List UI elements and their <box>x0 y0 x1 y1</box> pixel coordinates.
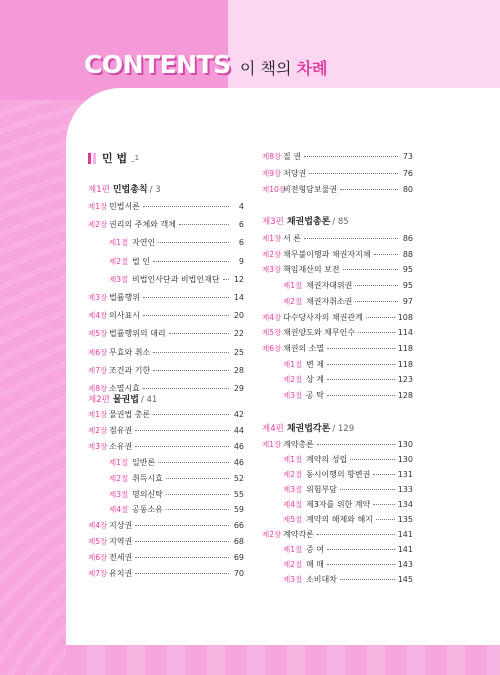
section-number: 제2절 <box>283 560 303 569</box>
toc-chapter-entry[interactable] <box>88 310 244 321</box>
toc-chapter-entry[interactable] <box>88 365 244 376</box>
toc-section-entry[interactable] <box>283 374 413 385</box>
entry-title: 취득시효 <box>132 473 163 483</box>
dot-leader <box>327 549 395 550</box>
dot-leader <box>153 261 229 262</box>
chapter-number: 제8장 <box>262 152 282 161</box>
entry-title: 물권법 총론 <box>109 410 151 419</box>
section-number: 제1절 <box>109 238 129 248</box>
toc-chapter-entry[interactable] <box>88 441 244 452</box>
section-number: 제3절 <box>283 391 303 400</box>
section-number: 제3절 <box>109 489 129 499</box>
dot-leader <box>327 364 395 365</box>
page-number: 55 <box>233 489 244 499</box>
section-number: 제5절 <box>283 515 303 524</box>
chapter-number: 제2장 <box>262 530 282 539</box>
dot-leader <box>327 395 395 396</box>
chapter-number: 제10장 <box>262 185 287 194</box>
toc-section-entry[interactable] <box>283 296 413 307</box>
dot-leader <box>373 504 394 505</box>
toc-section-entry[interactable] <box>283 390 413 401</box>
dot-leader <box>340 579 395 580</box>
dot-leader <box>327 564 395 565</box>
page-number: 6 <box>238 220 244 230</box>
page-number: 29 <box>233 384 244 393</box>
page-number: 130 <box>397 455 413 464</box>
toc-chapter-entry[interactable] <box>88 409 244 420</box>
dot-leader <box>373 474 394 475</box>
page-number: 44 <box>233 425 244 435</box>
chapter-number: 제6장 <box>88 553 108 563</box>
dot-leader <box>135 573 229 574</box>
entry-title: 지상권 <box>109 521 133 531</box>
toc-chapter-entry[interactable] <box>88 425 244 436</box>
toc-section-entry[interactable] <box>109 473 244 484</box>
entry-title: 증 여 <box>306 545 324 554</box>
page-number: 9 <box>238 256 244 266</box>
chapter-number: 제4장 <box>88 521 108 531</box>
section-number: 제2절 <box>283 296 303 306</box>
entry-title: 동시이행의 항변권 <box>306 470 371 479</box>
subtitle-prefix: 이 책의 <box>240 59 292 78</box>
entry-title: 소멸시효 <box>109 384 140 393</box>
section-number: 제3절 <box>283 575 303 584</box>
dot-leader <box>309 173 398 174</box>
section-number: 제1절 <box>109 457 129 467</box>
entry-title: 매 매 <box>306 560 324 569</box>
toc-chapter-entry[interactable] <box>262 312 413 323</box>
dot-leader <box>135 541 229 542</box>
page-number: 46 <box>233 441 244 451</box>
chapter-number: 제8장 <box>88 384 108 393</box>
dot-leader <box>143 206 229 207</box>
page-number: 145 <box>397 575 413 584</box>
section-number: 제2절 <box>109 473 129 483</box>
entry-title: 법 인 <box>132 256 150 266</box>
page-number: 59 <box>233 505 244 515</box>
entry-title: 전세권 <box>109 553 133 563</box>
dot-leader <box>158 242 229 243</box>
page-number: 42 <box>233 410 244 419</box>
chapter-number: 제4장 <box>88 311 108 321</box>
toc-chapter-entry[interactable] <box>262 233 413 244</box>
part-title: 채권법총론 <box>286 217 331 227</box>
toc-chapter-entry[interactable] <box>262 168 413 179</box>
dot-leader <box>179 224 229 225</box>
part-label: 제1편 <box>88 185 110 195</box>
entry-title: 유치권 <box>109 569 133 578</box>
entry-title: 저당권 <box>283 168 307 178</box>
dot-leader <box>317 444 395 445</box>
section-number: 제1절 <box>283 359 303 369</box>
page-number: 95 <box>402 281 413 291</box>
toc-section-entry[interactable] <box>283 544 413 555</box>
section-number: 제1절 <box>283 545 303 554</box>
section-number: 제1절 <box>283 455 303 464</box>
toc-chapter-entry[interactable] <box>262 439 413 450</box>
entry-title: 점유권 <box>109 425 133 435</box>
subtitle <box>240 56 327 79</box>
dot-leader <box>153 370 229 371</box>
page-number: 123 <box>397 375 413 385</box>
section-page: _1 <box>131 154 140 162</box>
chapter-number: 제9장 <box>262 168 282 178</box>
toc-chapter-entry[interactable] <box>88 520 244 531</box>
part-title: 민법총칙 <box>112 185 148 195</box>
section-number: 제3절 <box>109 274 129 284</box>
toc-chapter-entry[interactable] <box>88 536 244 547</box>
part-heading[interactable] <box>88 182 161 195</box>
page-number: 95 <box>402 265 413 275</box>
toc-section-entry[interactable] <box>109 237 244 248</box>
page-number: 134 <box>397 500 413 509</box>
entry-title: 일반론 <box>132 457 156 467</box>
chapter-number: 제3장 <box>88 441 108 451</box>
toc-chapter-entry[interactable] <box>88 219 244 230</box>
dot-leader <box>327 379 395 380</box>
section-number: 제1절 <box>283 281 303 291</box>
dot-leader <box>304 238 398 239</box>
dot-leader <box>153 352 229 353</box>
page-number: 69 <box>233 553 244 563</box>
page-number: 73 <box>402 152 413 161</box>
toc-chapter-entry[interactable] <box>88 292 244 303</box>
dot-leader <box>143 297 229 298</box>
chapter-number: 제1장 <box>88 202 108 211</box>
toc-chapter-entry[interactable] <box>88 568 244 579</box>
entry-title: 공동소유 <box>132 505 163 515</box>
toc-section-entry[interactable] <box>109 256 244 267</box>
toc-chapter-entry[interactable] <box>262 343 413 354</box>
entry-title: 채무불이행과 채권자지체 <box>283 249 371 259</box>
dot-leader <box>158 462 229 463</box>
toc-section-entry[interactable] <box>283 559 413 570</box>
header-light-block <box>228 0 500 100</box>
dot-leader <box>358 332 395 333</box>
page-number: 12 <box>233 274 244 284</box>
dot-leader <box>153 414 229 415</box>
entry-title: 제3자를 위한 계약 <box>306 500 371 509</box>
entry-title: 계약의 해제와 해지 <box>306 515 373 524</box>
page-number: 80 <box>402 185 413 194</box>
entry-title: 무효와 취소 <box>109 347 151 357</box>
page-number: 66 <box>233 521 244 531</box>
page-number: 131 <box>397 470 413 479</box>
entry-title: 공 탁 <box>306 391 324 400</box>
toc-section-entry[interactable] <box>109 504 244 515</box>
subtitle-accent: 차례 <box>296 59 328 78</box>
dot-leader <box>317 534 395 535</box>
dot-leader <box>304 156 398 157</box>
entry-title: 채권의 소멸 <box>283 343 325 353</box>
entry-title: 지역권 <box>109 537 133 547</box>
dot-leader <box>143 388 229 389</box>
bottom-wave-strip <box>66 645 500 675</box>
part-title: 물권법 <box>112 395 139 405</box>
page-number: 25 <box>233 347 244 357</box>
entry-title: 계약각론 <box>283 530 314 539</box>
section-number: 제4절 <box>283 500 303 509</box>
dot-leader <box>143 315 229 316</box>
entry-title: 명의신탁 <box>132 489 163 499</box>
toc-section-entry[interactable] <box>109 274 244 285</box>
dot-leader <box>166 494 229 495</box>
dot-leader <box>166 478 229 479</box>
toc-chapter-entry[interactable] <box>88 201 244 212</box>
chapter-number: 제1장 <box>88 410 108 419</box>
chapter-number: 제3장 <box>262 265 282 275</box>
part-page: / 129 <box>332 424 355 434</box>
dot-leader <box>340 189 398 190</box>
entry-title: 서 론 <box>283 234 301 243</box>
page-number: 118 <box>397 359 413 369</box>
toc-chapter-entry[interactable] <box>88 347 244 358</box>
chapter-number: 제4장 <box>262 312 282 322</box>
part-page: / 3 <box>149 185 161 195</box>
entry-title: 질 권 <box>283 152 301 161</box>
toc-section-entry[interactable] <box>283 514 413 525</box>
dot-leader <box>366 317 395 318</box>
section-title: 민 법 <box>102 152 128 165</box>
contents-heading: CONTENTS <box>84 50 231 79</box>
entry-title: 비법인사단과 비법인재단 <box>132 274 220 284</box>
dot-leader <box>355 301 398 302</box>
entry-title: 위험부담 <box>306 485 337 494</box>
page-number: 46 <box>233 457 244 467</box>
toc-chapter-entry[interactable] <box>262 249 413 260</box>
page-number: 141 <box>397 530 413 539</box>
entry-title: 조건과 기한 <box>109 365 151 375</box>
toc-chapter-entry[interactable] <box>262 184 413 195</box>
section-number: 제2절 <box>109 256 129 266</box>
page-number: 143 <box>397 560 413 569</box>
dot-leader <box>223 279 229 280</box>
toc-chapter-entry[interactable] <box>262 327 413 338</box>
chapter-number: 제5장 <box>262 328 282 338</box>
page-number: 114 <box>397 328 413 338</box>
dot-leader <box>340 489 395 490</box>
toc-section-entry[interactable] <box>283 359 413 370</box>
page-number: 88 <box>402 249 413 259</box>
part-label: 제2편 <box>88 395 110 405</box>
entry-title: 변 제 <box>306 359 324 369</box>
section-number: 제3절 <box>283 485 303 494</box>
page-number: 14 <box>233 293 244 302</box>
page-number: 97 <box>402 296 413 306</box>
entry-title: 상 계 <box>306 375 324 385</box>
toc-chapter-entry[interactable] <box>88 552 244 563</box>
chapter-number: 제5장 <box>88 537 108 547</box>
toc-section-entry[interactable] <box>283 499 413 510</box>
page-number: 135 <box>397 515 413 524</box>
dot-leader <box>376 519 395 520</box>
page-number: 22 <box>233 329 244 339</box>
chapter-number: 제1장 <box>262 234 282 243</box>
entry-title: 권리의 주체와 객체 <box>109 220 176 230</box>
section-number: 제2절 <box>283 375 303 385</box>
page-number: 133 <box>397 485 413 494</box>
section-number: 제4절 <box>109 505 129 515</box>
dot-leader <box>135 557 229 558</box>
dot-leader <box>327 348 395 349</box>
chapter-number: 제7장 <box>88 569 108 578</box>
toc-chapter-entry[interactable] <box>88 328 244 339</box>
toc-chapter-entry[interactable] <box>262 264 413 275</box>
page-number: 130 <box>397 440 413 449</box>
part-page: / 85 <box>332 217 349 227</box>
page-number: 52 <box>233 473 244 483</box>
page-number: 86 <box>402 234 413 243</box>
page-number: 20 <box>233 311 244 321</box>
dot-leader <box>343 269 398 270</box>
chapter-number: 제7장 <box>88 365 108 375</box>
dot-leader <box>374 254 398 255</box>
chapter-number: 제6장 <box>88 347 108 357</box>
toc-chapter-entry[interactable] <box>262 529 413 540</box>
entry-title: 다수당사자의 채권관계 <box>283 312 363 322</box>
entry-title: 법률행위의 대리 <box>109 329 166 339</box>
part-label: 제3편 <box>262 217 284 227</box>
chapter-number: 제5장 <box>88 329 108 339</box>
entry-title: 채권자취소권 <box>306 296 353 306</box>
part-heading[interactable] <box>262 421 354 434</box>
page-number: 141 <box>397 545 413 554</box>
toc-section-entry[interactable] <box>283 280 413 291</box>
page-number: 70 <box>233 569 244 578</box>
part-title: 채권법각론 <box>286 424 331 434</box>
toc-section-entry[interactable] <box>283 574 413 585</box>
section-heading <box>88 150 139 166</box>
entry-title: 법률행위 <box>109 293 140 302</box>
page-number: 76 <box>402 168 413 178</box>
chapter-number: 제3장 <box>88 293 108 302</box>
page-number: 108 <box>397 312 413 322</box>
toc-chapter-entry[interactable] <box>262 151 413 162</box>
toc-section-entry[interactable] <box>283 469 413 480</box>
page-number: 4 <box>238 202 244 211</box>
part-label: 제4편 <box>262 424 284 434</box>
entry-title: 채권양도와 채무인수 <box>283 328 356 338</box>
part-heading[interactable] <box>88 392 157 405</box>
dot-leader <box>355 285 398 286</box>
entry-title: 계약총론 <box>283 440 314 449</box>
toc-section-entry[interactable] <box>109 457 244 468</box>
dot-leader <box>166 509 229 510</box>
dot-leader <box>135 430 229 431</box>
dot-leader <box>135 446 229 447</box>
page-number: 128 <box>397 391 413 400</box>
dot-leader <box>169 333 229 334</box>
page-number: 28 <box>233 365 244 375</box>
entry-title: 책임재산의 보전 <box>283 265 340 275</box>
entry-title: 채권자대위권 <box>306 281 353 291</box>
toc-section-entry[interactable] <box>283 454 413 465</box>
chapter-number: 제6장 <box>262 343 282 353</box>
chapter-number: 제2장 <box>88 425 108 435</box>
entry-title: 자연인 <box>132 238 156 248</box>
chapter-number: 제2장 <box>88 220 108 230</box>
page-number: 118 <box>397 343 413 353</box>
toc-section-entry[interactable] <box>283 484 413 495</box>
page-number: 68 <box>233 537 244 547</box>
part-page: / 41 <box>140 395 158 405</box>
entry-title: 의사표시 <box>109 311 140 321</box>
toc-section-entry[interactable] <box>109 489 244 500</box>
chapter-number: 제1장 <box>262 440 282 449</box>
part-heading[interactable] <box>262 214 349 227</box>
entry-title: 비전형담보물권 <box>283 185 338 194</box>
entry-title: 민법서론 <box>109 202 140 211</box>
entry-title: 소유권 <box>109 441 133 451</box>
dot-leader <box>135 525 229 526</box>
entry-title: 계약의 성립 <box>306 455 348 464</box>
chapter-number: 제2장 <box>262 249 282 259</box>
dot-leader <box>350 459 395 460</box>
page-number: 6 <box>238 238 244 248</box>
section-marker-icon <box>88 153 96 164</box>
entry-title: 소비대차 <box>306 575 337 584</box>
section-number: 제2절 <box>283 470 303 479</box>
